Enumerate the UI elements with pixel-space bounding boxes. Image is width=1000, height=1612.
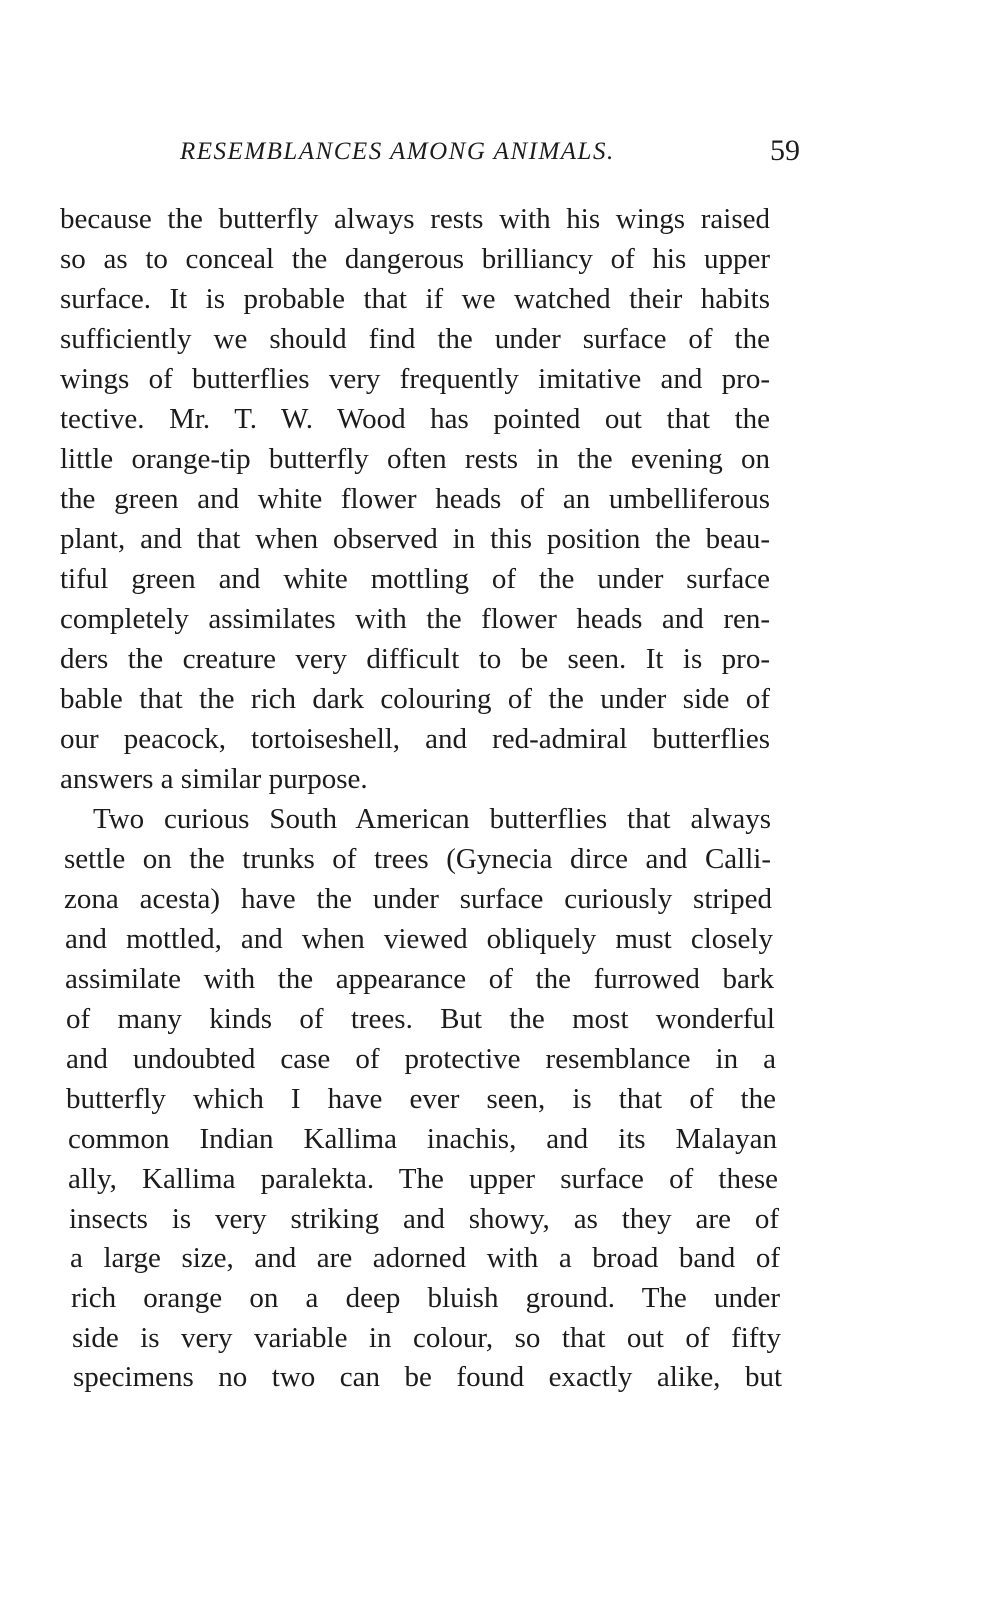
text-line: settle on the trunks of trees (Gynecia dirce and Calli- <box>64 843 771 875</box>
text-line: and undoubted case of protective resemblance in a <box>66 1043 776 1075</box>
text-line: butterfly which I have ever seen, is that of the <box>66 1083 776 1115</box>
text-line: common Indian Kallima inachis, and its Malayan <box>68 1123 777 1155</box>
text-line: specimens no two can be found exactly alike, but <box>73 1361 782 1393</box>
text-line: wings of butterflies very frequently imitative and pro- <box>60 363 770 395</box>
text-line: a large size, and are adorned with a broad band of <box>70 1242 780 1274</box>
text-line: so as to conceal the dangerous brilliancy of his upper <box>60 243 770 275</box>
text-line: ders the creature very difficult to be seen. It is pro- <box>60 643 770 675</box>
text-line: insects is very striking and showy, as they are of <box>69 1203 779 1235</box>
text-line: plant, and that when observed in this position the beau- <box>60 523 770 555</box>
text-line: tective. Mr. T. W. Wood has pointed out that the <box>60 403 770 435</box>
text-line: surface. It is probable that if we watched their habits <box>60 283 770 315</box>
text-line: assimilate with the appearance of the furrowed bark <box>65 963 774 995</box>
page-number: 59 <box>770 134 800 167</box>
text-line: completely assimilates with the flower heads and ren- <box>60 603 770 635</box>
text-line: ally, Kallima paralekta. The upper surface of these <box>68 1163 778 1195</box>
text-line: zona acesta) have the under surface curiously striped <box>64 883 772 915</box>
text-line: Two curious South American butterflies that always <box>93 803 771 835</box>
text-line: because the butterfly always rests with his wings raised <box>60 203 770 235</box>
text-line: rich orange on a deep bluish ground. The under <box>71 1282 780 1314</box>
text-line: bable that the rich dark colouring of the under side of <box>60 683 770 715</box>
text-line: our peacock, tortoiseshell, and red-admiral butterflies <box>60 723 770 755</box>
text-line: answers a similar purpose. <box>60 763 368 795</box>
text-line: the green and white flower heads of an umbelliferous <box>60 483 770 515</box>
text-line: side is very variable in colour, so that out of fifty <box>72 1322 781 1354</box>
text-line: of many kinds of trees. But the most wonderful <box>66 1003 775 1035</box>
text-line: little orange-tip butterfly often rests in the evening on <box>60 443 770 475</box>
running-head <box>60 134 800 178</box>
text-line: and mottled, and when viewed obliquely must closely <box>65 923 773 955</box>
text-line: tiful green and white mottling of the under surface <box>60 563 770 595</box>
text-line: sufficiently we should find the under surface of the <box>60 323 770 355</box>
running-title: RESEMBLANCES AMONG ANIMALS. <box>180 138 615 165</box>
